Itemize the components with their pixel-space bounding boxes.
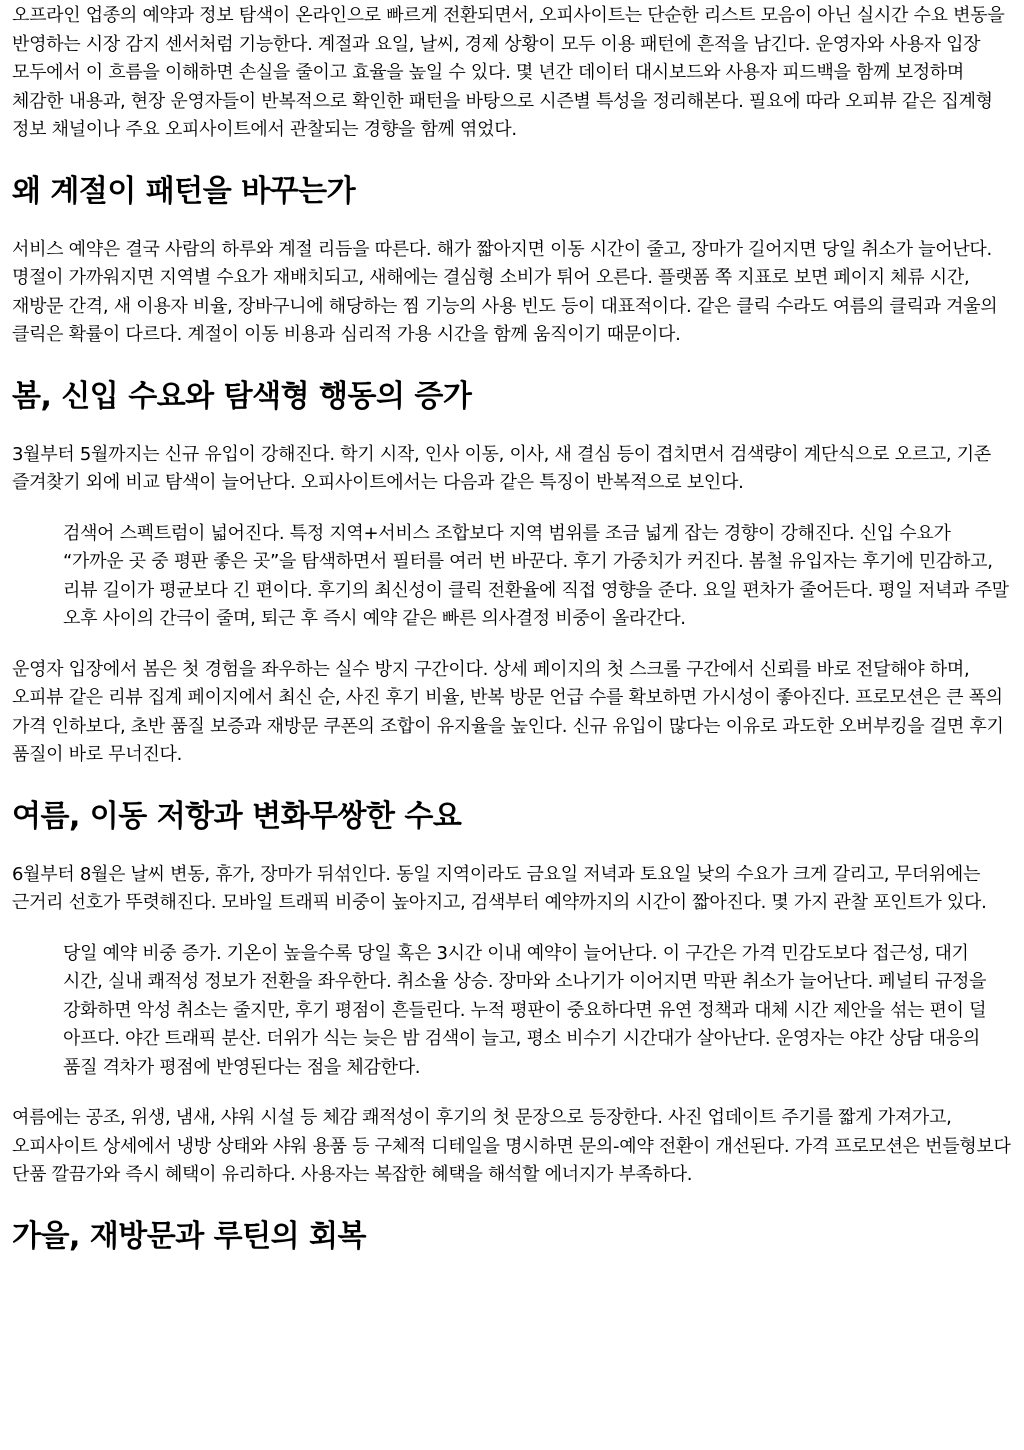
blockquote-text: 당일 예약 비중 증가. 기온이 높을수록 당일 혹은 3시간 이내 예약이 늘어난다. 이 구간은 가격 민감도보다 접근성, 대기 시간, 실내 쾌적성 정보가 전환을 좌우한다. 취소율 상승. 장마와 소나기가 이어지면 막판 취소가 늘어난다. 페널티 규정을 강화하면 악성 취소는 줄지만, 후기 평점이 흔들린다. 누적 평판이 중요하다면 유연 정책과 대체 시간 제안을 섞는 편이 덜 아프다. 야간 트래픽 분산. 더위가 식는 늦은 밤 검색이 늘고, 평소 비수기 시간대가 살아난다. 운영자는 야간 상담 대응의 품질 격차가 평점에 반영된다는 점을 체감한다. (63, 942, 987, 1078)
section-paragraph-summer-after: 여름에는 공조, 위생, 냄새, 샤워 시설 등 체감 쾌적성이 후기의 첫 문장으로 등장한다. 사진 업데이트 주기를 짧게 가져가고, 오피사이트 상세에서 냉방 상태와 샤워 용품 등 구체적 디테일을 명시하면 문의-예약 전환이 개선된다. 가격 프로모션은 번들형보다 단품 깔끔가와 즉시 혜택이 유리하다. 사용자는 복잡한 혜택을 해석할 에너지가 부족하다. (12, 1107, 1011, 1185)
section-heading-autumn: 가을, 재방문과 루틴의 회복 (12, 1218, 367, 1254)
section-heading-spring: 봄, 신입 수요와 탐색형 행동의 증가 (12, 378, 472, 414)
blockquote-summer (63, 940, 1012, 1083)
intro-paragraph: 오프라인 업종의 예약과 정보 탐색이 온라인으로 빠르게 전환되면서, 오피사이트는 단순한 리스트 모음이 아닌 실시간 수요 변동을 반영하는 시장 감지 센서처럼 기능한다. 계절과 요일, 날씨, 경제 상황이 모두 이용 패턴에 흔적을 남긴다. 운영자와 사용자 입장 모두에서 이 흐름을 이해하면 손실을 줄이고 효율을 높일 수 있다. 몇 년간 데이터 대시보드와 사용자 피드백을 함께 보정하며 체감한 내용과, 현장 운영자들이 반복적으로 확인한 패턴을 바탕으로 시즌별 특성을 정리해본다. 필요에 따라 오피뷰 같은 집계형 정보 채널이나 주요 오피사이트에서 관찰되는 경향을 함께 엮었다. (12, 5, 1005, 140)
blockquote-spring (63, 520, 1012, 634)
section-paragraph-why-seasons: 서비스 예약은 결국 사람의 하루와 계절 리듬을 따른다. 해가 짧아지면 이동 시간이 줄고, 장마가 길어지면 당일 취소가 늘어난다. 명절이 가까워지면 지역별 수요가 재배치되고, 새해에는 결심형 소비가 튀어 오른다. 플랫폼 쪽 지표로 보면 페이지 체류 시간, 재방문 간격, 새 이용자 비율, 장바구니에 해당하는 찜 기능의 사용 빈도 등이 대표적이다. 같은 클릭 수라도 여름의 클릭과 겨울의 클릭은 확률이 다르다. 계절이 이동 비용과 심리적 가용 시간을 함께 움직이기 때문이다. (12, 238, 998, 345)
section-heading-why-seasons: 왜 계절이 패턴을 바꾸는가 (12, 173, 356, 209)
article (0, 2, 1024, 1257)
section-paragraph-spring: 3월부터 5월까지는 신규 유입이 강해진다. 학기 시작, 인사 이동, 이사, 새 결심 등이 겹치면서 검색량이 계단식으로 오르고, 기존 즐겨찾기 외에 비교 탐색이 늘어난다. 오피사이트에서는 다음과 같은 특징이 반복적으로 보인다. (12, 443, 991, 493)
section-heading-summer: 여름, 이동 저항과 변화무쌍한 수요 (12, 798, 462, 834)
blockquote-text: 검색어 스펙트럼이 넓어진다. 특정 지역+서비스 조합보다 지역 범위를 조금 넓게 잡는 경향이 강해진다. 신입 수요가 “가까운 곳 중 평판 좋은 곳”을 탐색하면서 필터를 여러 번 바꾼다. 후기 가중치가 커진다. 봄철 유입자는 후기에 민감하고, 리뷰 길이가 평균보다 긴 편이다. 후기의 최신성이 클릭 전환율에 직접 영향을 준다. 요일 편차가 줄어든다. 평일 저녁과 주말 오후 사이의 간극이 줄며, 퇴근 후 즉시 예약 같은 빠른 의사결정 비중이 올라간다. (63, 522, 1009, 629)
section-paragraph-spring-after: 운영자 입장에서 봄은 첫 경험을 좌우하는 실수 방지 구간이다. 상세 페이지의 첫 스크롤 구간에서 신뢰를 바로 전달해야 하며, 오피뷰 같은 리뷰 집계 페이지에서 최신 순, 사진 후기 비율, 반복 방문 언급 수를 확보하면 가시성이 좋아진다. 프로모션은 큰 폭의 가격 인하보다, 초반 품질 보증과 재방문 쿠폰의 조합이 유지율을 높인다. 신규 유입이 많다는 이유로 과도한 오버부킹을 걸면 후기 품질이 바로 무너진다. (12, 658, 1004, 765)
section-paragraph-summer: 6월부터 8월은 날씨 변동, 휴가, 장마가 뒤섞인다. 동일 지역이라도 금요일 저녁과 토요일 낮의 수요가 크게 갈리고, 무더위에는 근거리 선호가 뚜렷해진다. 모바일 트래픽 비중이 높아지고, 검색부터 예약까지의 시간이 짧아진다. 몇 가지 관찰 포인트가 있다. (12, 863, 987, 913)
